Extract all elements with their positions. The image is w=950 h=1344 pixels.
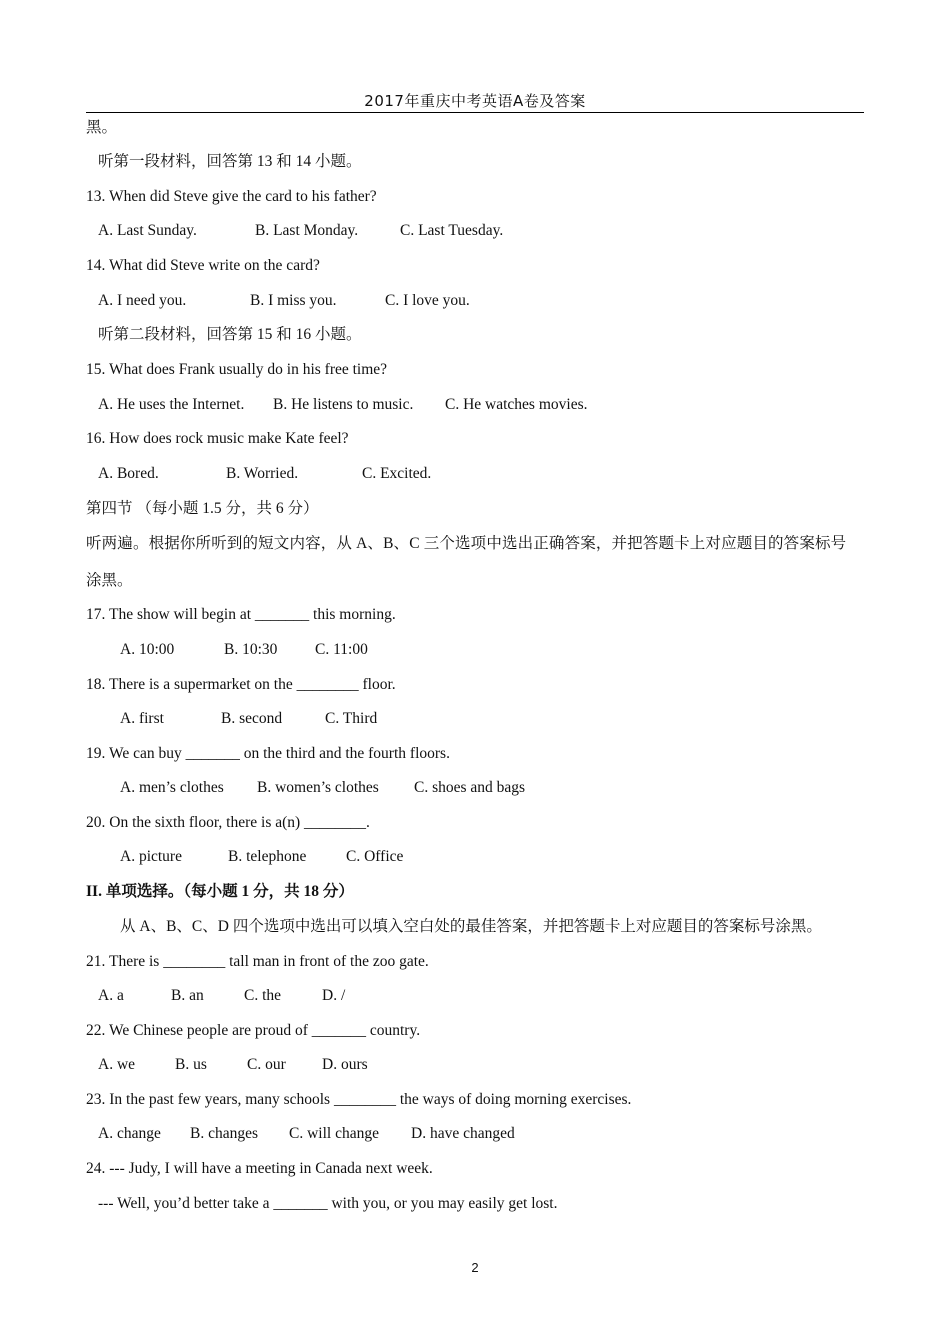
option: C. shoes and bags	[414, 779, 526, 796]
section-heading: 第四节 （每小题 1.5 分，共 6 分）	[86, 500, 319, 517]
option: B. Worried.	[226, 465, 299, 482]
option: A. Bored.	[98, 465, 159, 482]
option: C. 11:00	[315, 641, 368, 658]
question-24-line-2: --- Well, you’d better take a _______ with you, or you may easily get lost.	[98, 1195, 558, 1212]
option: A. men’s clothes	[120, 779, 224, 796]
option: B. 10:30	[224, 641, 278, 658]
section-instruction: 涂黑。	[86, 572, 133, 589]
question-23: 23. In the past few years, many schools ________ the ways of doing morning exercises.	[86, 1091, 632, 1108]
option: C. Excited.	[362, 465, 432, 482]
option: C. Office	[346, 848, 404, 865]
option: D. /	[322, 987, 346, 1004]
part-instruction: 从 A、B、C、D 四个选项中选出可以填入空白处的最佳答案，并把答题卡上对应题目的答案标号涂黑。	[120, 918, 822, 935]
option: C. Last Tuesday.	[400, 222, 504, 239]
option: A. we	[98, 1056, 136, 1073]
question-15: 15. What does Frank usually do in his free time?	[86, 361, 388, 378]
text-line: 黑。	[86, 119, 118, 136]
section-instruction: 听两遍。根据你所听到的短文内容，从 A、B、C 三个选项中选出正确答案，并把答题卡上对应题目的答案标号	[86, 535, 847, 552]
question-21: 21. There is ________ tall man in front of the zoo gate.	[86, 953, 429, 970]
question-17: 17. The show will begin at _______ this morning.	[86, 606, 396, 623]
option: A. first	[120, 710, 164, 727]
option: A. I need you.	[98, 292, 187, 309]
part-heading: II. 单项选择。（每小题 1 分，共 18 分）	[86, 883, 354, 900]
option: C. He watches movies.	[445, 396, 588, 413]
option: A. a	[98, 987, 124, 1004]
question-13: 13. When did Steve give the card to his father?	[86, 188, 377, 205]
option: B. women’s clothes	[257, 779, 379, 796]
question-24-line-1: 24. --- Judy, I will have a meeting in Canada next week.	[86, 1160, 433, 1177]
option: B. second	[221, 710, 283, 727]
section-instruction: 听第二段材料，回答第 15 和 16 小题。	[98, 326, 362, 343]
page-header: 2017年重庆中考英语A卷及答案	[86, 93, 864, 113]
question-22: 22. We Chinese people are proud of _______ country.	[86, 1022, 421, 1039]
option: D. ours	[322, 1056, 368, 1073]
question-19: 19. We can buy _______ on the third and the fourth floors.	[86, 745, 450, 762]
question-14: 14. What did Steve write on the card?	[86, 257, 320, 274]
option: A. change	[98, 1125, 161, 1142]
option: B. telephone	[228, 848, 307, 865]
option: B. an	[171, 987, 204, 1004]
option: A. picture	[120, 848, 182, 865]
page-number: 2	[471, 1260, 479, 1275]
option: B. Last Monday.	[255, 222, 359, 239]
option: A. Last Sunday.	[98, 222, 197, 239]
question-18: 18. There is a supermarket on the ________ floor.	[86, 676, 396, 693]
option: C. will change	[289, 1125, 379, 1142]
section-instruction: 听第一段材料，回答第 13 和 14 小题。	[98, 153, 362, 170]
question-20: 20. On the sixth floor, there is a(n) ________.	[86, 814, 370, 831]
option: C. Third	[325, 710, 378, 727]
option: B. us	[175, 1056, 207, 1073]
question-16: 16. How does rock music make Kate feel?	[86, 430, 349, 447]
option: A. 10:00	[120, 641, 175, 658]
option: C. the	[244, 987, 282, 1004]
option: B. I miss you.	[250, 292, 337, 309]
option: B. He listens to music.	[273, 396, 414, 413]
option: C. our	[247, 1056, 286, 1073]
option: C. I love you.	[385, 292, 470, 309]
option: D. have changed	[411, 1125, 515, 1142]
option: A. He uses the Internet.	[98, 396, 245, 413]
option: B. changes	[190, 1125, 259, 1142]
